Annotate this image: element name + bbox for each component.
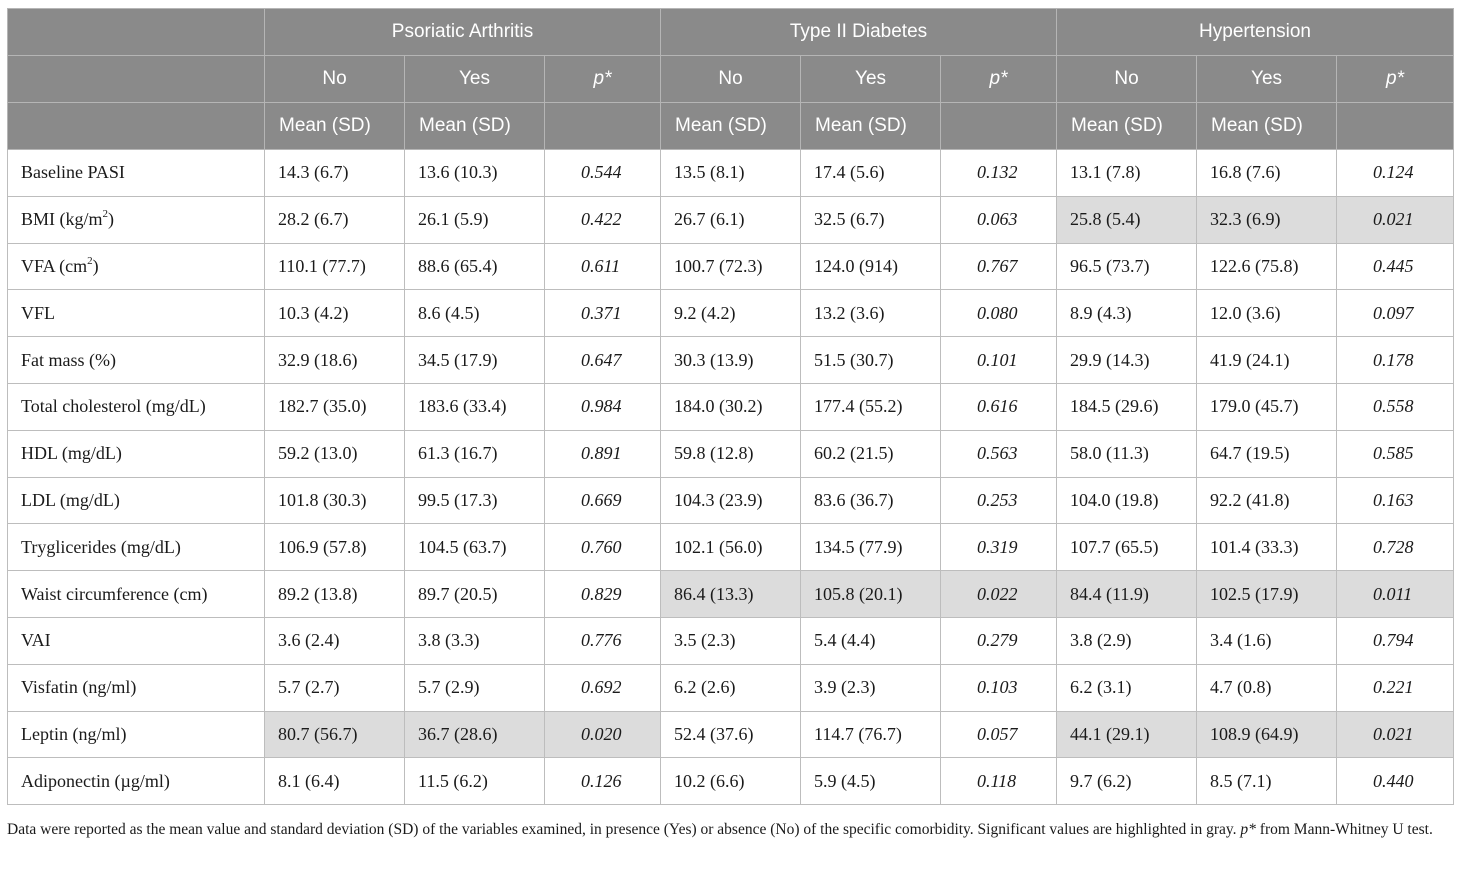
footnote-test-text: from Mann-Whitney U test.: [1255, 821, 1433, 838]
mean-sd-cell: 64.7 (19.5): [1197, 430, 1337, 477]
p-value-cell: 0.126: [545, 758, 661, 805]
subheader-no: No: [661, 56, 801, 103]
p-value-cell: 0.563: [941, 430, 1057, 477]
table-row: [8, 758, 1454, 805]
mean-sd-cell: 5.7 (2.7): [265, 664, 405, 711]
table-body: [8, 150, 1454, 805]
mean-sd-cell: 61.3 (16.7): [405, 430, 545, 477]
mean-sd-cell: 13.6 (10.3): [405, 150, 545, 197]
p-value-cell: 0.544: [545, 150, 661, 197]
mean-sd-cell: 124.0 (914): [801, 243, 941, 290]
row-label-text: VFL: [21, 302, 56, 323]
table-row: [8, 383, 1454, 430]
p-value-cell: 0.057: [941, 711, 1057, 758]
mean-sd-cell: 8.1 (6.4): [265, 758, 405, 805]
data-table-container: [7, 8, 1453, 805]
stat-header-mean-sd: Mean (SD): [1197, 103, 1337, 150]
p-value-cell: 0.767: [941, 243, 1057, 290]
mean-sd-cell: 29.9 (14.3): [1057, 337, 1197, 384]
stat-header-empty: [1337, 103, 1454, 150]
mean-sd-cell: 5.7 (2.9): [405, 664, 545, 711]
table-row: [8, 664, 1454, 711]
mean-sd-cell: 6.2 (3.1): [1057, 664, 1197, 711]
mean-sd-cell: 26.7 (6.1): [661, 196, 801, 243]
mean-sd-cell: 59.2 (13.0): [265, 430, 405, 477]
row-label-text: Waist circumference (cm): [21, 583, 208, 604]
mean-sd-cell: 17.4 (5.6): [801, 150, 941, 197]
row-label: [8, 477, 265, 524]
row-label: [8, 196, 265, 243]
p-value-cell: 0.669: [545, 477, 661, 524]
row-label-text: BMI (kg/m: [21, 209, 103, 230]
group-header-psoriatic-arthritis: Psoriatic Arthritis: [265, 9, 661, 56]
p-value-cell: 0.760: [545, 524, 661, 571]
comorbidity-table: [7, 8, 1454, 805]
p-value-cell: 0.647: [545, 337, 661, 384]
mean-sd-cell: 184.0 (30.2): [661, 383, 801, 430]
row-label: [8, 150, 265, 197]
p-value-cell: 0.616: [941, 383, 1057, 430]
table-row: [8, 196, 1454, 243]
mean-sd-cell: 14.3 (6.7): [265, 150, 405, 197]
mean-sd-cell: 52.4 (37.6): [661, 711, 801, 758]
p-value-cell: 0.611: [545, 243, 661, 290]
mean-sd-cell: 13.5 (8.1): [661, 150, 801, 197]
mean-sd-cell: 26.1 (5.9): [405, 196, 545, 243]
subheader-p: p*: [941, 56, 1057, 103]
row-label: [8, 758, 265, 805]
mean-sd-cell: 96.5 (73.7): [1057, 243, 1197, 290]
mean-sd-cell: 177.4 (55.2): [801, 383, 941, 430]
mean-sd-cell: 28.2 (6.7): [265, 196, 405, 243]
p-value-cell: 0.558: [1337, 383, 1454, 430]
table-row: [8, 150, 1454, 197]
row-label: [8, 664, 265, 711]
row-label-text: Leptin (ng/ml): [21, 723, 127, 744]
group-header-row: [8, 9, 1454, 56]
p-value-cell: 0.124: [1337, 150, 1454, 197]
row-label: [8, 571, 265, 618]
p-value-cell: 0.728: [1337, 524, 1454, 571]
mean-sd-cell: 59.8 (12.8): [661, 430, 801, 477]
mean-sd-cell: 41.9 (24.1): [1197, 337, 1337, 384]
p-value-cell: 0.221: [1337, 664, 1454, 711]
stat-header-mean-sd: Mean (SD): [1057, 103, 1197, 150]
p-value-cell: 0.585: [1337, 430, 1454, 477]
row-label-superscript: 2: [102, 208, 109, 221]
mean-sd-cell: 3.5 (2.3): [661, 617, 801, 664]
mean-sd-cell: 32.3 (6.9): [1197, 196, 1337, 243]
mean-sd-cell: 89.2 (13.8): [265, 571, 405, 618]
table-row: [8, 243, 1454, 290]
mean-sd-cell: 134.5 (77.9): [801, 524, 941, 571]
footnote-text: Data were reported as the mean value and standard deviation (SD) of the variables examined, in presence (Yes) or absence (No) of the specific comorbidity. Significant values are highlighted in gray.: [7, 821, 1237, 838]
row-label-text: Total cholesterol (mg/dL): [21, 396, 206, 417]
p-value-cell: 0.445: [1337, 243, 1454, 290]
mean-sd-cell: 183.6 (33.4): [405, 383, 545, 430]
mean-sd-cell: 5.4 (4.4): [801, 617, 941, 664]
mean-sd-cell: 182.7 (35.0): [265, 383, 405, 430]
subheader-yes: Yes: [405, 56, 545, 103]
mean-sd-cell: 3.4 (1.6): [1197, 617, 1337, 664]
mean-sd-cell: 11.5 (6.2): [405, 758, 545, 805]
mean-sd-cell: 8.6 (4.5): [405, 290, 545, 337]
p-value-cell: 0.103: [941, 664, 1057, 711]
mean-sd-cell: 4.7 (0.8): [1197, 664, 1337, 711]
group-header-type-ii-diabetes: Type II Diabetes: [661, 9, 1057, 56]
stat-header-mean-sd: Mean (SD): [405, 103, 545, 150]
row-label: [8, 524, 265, 571]
mean-sd-cell: 99.5 (17.3): [405, 477, 545, 524]
mean-sd-cell: 9.7 (6.2): [1057, 758, 1197, 805]
row-label: [8, 617, 265, 664]
p-value-cell: 0.692: [545, 664, 661, 711]
p-value-cell: 0.021: [1337, 711, 1454, 758]
mean-sd-cell: 83.6 (36.7): [801, 477, 941, 524]
subheader-no: No: [1057, 56, 1197, 103]
p-value-cell: 0.101: [941, 337, 1057, 384]
p-value-cell: 0.984: [545, 383, 661, 430]
stat-header-mean-sd: Mean (SD): [265, 103, 405, 150]
p-value-cell: 0.371: [545, 290, 661, 337]
mean-sd-cell: 30.3 (13.9): [661, 337, 801, 384]
p-value-cell: 0.097: [1337, 290, 1454, 337]
mean-sd-cell: 44.1 (29.1): [1057, 711, 1197, 758]
subheader-corner: [8, 56, 265, 103]
mean-sd-cell: 106.9 (57.8): [265, 524, 405, 571]
table-row: [8, 711, 1454, 758]
p-value-cell: 0.422: [545, 196, 661, 243]
row-label: [8, 430, 265, 477]
row-label-tail: ): [108, 209, 115, 230]
p-value-cell: 0.132: [941, 150, 1057, 197]
mean-sd-cell: 25.8 (5.4): [1057, 196, 1197, 243]
mean-sd-cell: 104.0 (19.8): [1057, 477, 1197, 524]
mean-sd-cell: 3.6 (2.4): [265, 617, 405, 664]
mean-sd-cell: 92.2 (41.8): [1197, 477, 1337, 524]
mean-sd-cell: 3.8 (3.3): [405, 617, 545, 664]
mean-sd-cell: 102.5 (17.9): [1197, 571, 1337, 618]
mean-sd-cell: 8.5 (7.1): [1197, 758, 1337, 805]
row-label-text: VAI: [21, 630, 51, 651]
mean-sd-cell: 107.7 (65.5): [1057, 524, 1197, 571]
row-label-text: HDL (mg/dL): [21, 443, 122, 464]
p-value-cell: 0.080: [941, 290, 1057, 337]
p-value-cell: 0.319: [941, 524, 1057, 571]
row-label-text: Visfatin (ng/ml): [21, 677, 137, 698]
p-value-cell: 0.163: [1337, 477, 1454, 524]
row-label-text: LDL (mg/dL): [21, 489, 120, 510]
mean-sd-cell: 16.8 (7.6): [1197, 150, 1337, 197]
table-row: [8, 430, 1454, 477]
mean-sd-cell: 13.1 (7.8): [1057, 150, 1197, 197]
mean-sd-cell: 10.2 (6.6): [661, 758, 801, 805]
row-label-superscript: 2: [87, 254, 93, 267]
table-row: [8, 477, 1454, 524]
row-label-text: Adiponectin (µg/ml): [21, 770, 170, 791]
mean-sd-cell: 34.5 (17.9): [405, 337, 545, 384]
mean-sd-cell: 84.4 (11.9): [1057, 571, 1197, 618]
subheader-p: p*: [1337, 56, 1454, 103]
subheader-yes: Yes: [801, 56, 941, 103]
mean-sd-cell: 122.6 (75.8): [1197, 243, 1337, 290]
subheader-no: No: [265, 56, 405, 103]
stat-header-empty: [941, 103, 1057, 150]
mean-sd-cell: 13.2 (3.6): [801, 290, 941, 337]
row-label: [8, 290, 265, 337]
p-value-cell: 0.011: [1337, 571, 1454, 618]
mean-sd-cell: 108.9 (64.9): [1197, 711, 1337, 758]
subheader-row: [8, 56, 1454, 103]
p-value-cell: 0.118: [941, 758, 1057, 805]
mean-sd-cell: 114.7 (76.7): [801, 711, 941, 758]
mean-sd-cell: 80.7 (56.7): [265, 711, 405, 758]
group-header-hypertension: Hypertension: [1057, 9, 1454, 56]
p-value-cell: 0.178: [1337, 337, 1454, 384]
mean-sd-cell: 6.2 (2.6): [661, 664, 801, 711]
mean-sd-cell: 10.3 (4.2): [265, 290, 405, 337]
stat-header-corner: [8, 103, 265, 150]
mean-sd-cell: 12.0 (3.6): [1197, 290, 1337, 337]
mean-sd-cell: 3.9 (2.3): [801, 664, 941, 711]
stat-header-mean-sd: Mean (SD): [661, 103, 801, 150]
row-label-text: VFA (cm: [21, 255, 88, 276]
row-label: [8, 711, 265, 758]
header-corner: [8, 9, 265, 56]
p-value-cell: 0.829: [545, 571, 661, 618]
p-value-cell: 0.279: [941, 617, 1057, 664]
row-label: [8, 337, 265, 384]
p-value-cell: 0.020: [545, 711, 661, 758]
p-value-cell: 0.440: [1337, 758, 1454, 805]
mean-sd-cell: 110.1 (77.7): [265, 243, 405, 290]
mean-sd-cell: 184.5 (29.6): [1057, 383, 1197, 430]
mean-sd-cell: 179.0 (45.7): [1197, 383, 1337, 430]
mean-sd-cell: 5.9 (4.5): [801, 758, 941, 805]
p-value-cell: 0.794: [1337, 617, 1454, 664]
mean-sd-cell: 9.2 (4.2): [661, 290, 801, 337]
mean-sd-cell: 104.5 (63.7): [405, 524, 545, 571]
subheader-p: p*: [545, 56, 661, 103]
row-label-text: Baseline PASI: [21, 162, 125, 183]
p-value-cell: 0.022: [941, 571, 1057, 618]
table-row: [8, 290, 1454, 337]
mean-sd-cell: 51.5 (30.7): [801, 337, 941, 384]
p-value-cell: 0.063: [941, 196, 1057, 243]
mean-sd-cell: 102.1 (56.0): [661, 524, 801, 571]
mean-sd-cell: 32.5 (6.7): [801, 196, 941, 243]
mean-sd-cell: 86.4 (13.3): [661, 571, 801, 618]
p-value-cell: 0.021: [1337, 196, 1454, 243]
table-row: [8, 571, 1454, 618]
stat-header-empty: [545, 103, 661, 150]
mean-sd-cell: 101.4 (33.3): [1197, 524, 1337, 571]
table-footnote: [7, 818, 1453, 842]
p-value-cell: 0.891: [545, 430, 661, 477]
mean-sd-cell: 8.9 (4.3): [1057, 290, 1197, 337]
row-label-text: Tryglicerides (mg/dL): [21, 536, 181, 557]
mean-sd-cell: 88.6 (65.4): [405, 243, 545, 290]
mean-sd-cell: 100.7 (72.3): [661, 243, 801, 290]
subheader-yes: Yes: [1197, 56, 1337, 103]
mean-sd-cell: 89.7 (20.5): [405, 571, 545, 618]
stat-header-mean-sd: Mean (SD): [801, 103, 941, 150]
row-label: [8, 243, 265, 290]
table-row: [8, 337, 1454, 384]
mean-sd-cell: 3.8 (2.9): [1057, 617, 1197, 664]
table-row: [8, 524, 1454, 571]
mean-sd-cell: 105.8 (20.1): [801, 571, 941, 618]
mean-sd-cell: 60.2 (21.5): [801, 430, 941, 477]
row-label: [8, 383, 265, 430]
mean-sd-cell: 36.7 (28.6): [405, 711, 545, 758]
mean-sd-cell: 32.9 (18.6): [265, 337, 405, 384]
p-value-cell: 0.776: [545, 617, 661, 664]
mean-sd-cell: 58.0 (11.3): [1057, 430, 1197, 477]
row-label-tail: ): [92, 255, 99, 276]
row-label-text: Fat mass (%): [21, 349, 116, 370]
mean-sd-cell: 104.3 (23.9): [661, 477, 801, 524]
mean-sd-cell: 101.8 (30.3): [265, 477, 405, 524]
table-row: [8, 617, 1454, 664]
footnote-p-symbol: p*: [1240, 821, 1256, 838]
p-value-cell: 0.253: [941, 477, 1057, 524]
stat-header-row: [8, 103, 1454, 150]
